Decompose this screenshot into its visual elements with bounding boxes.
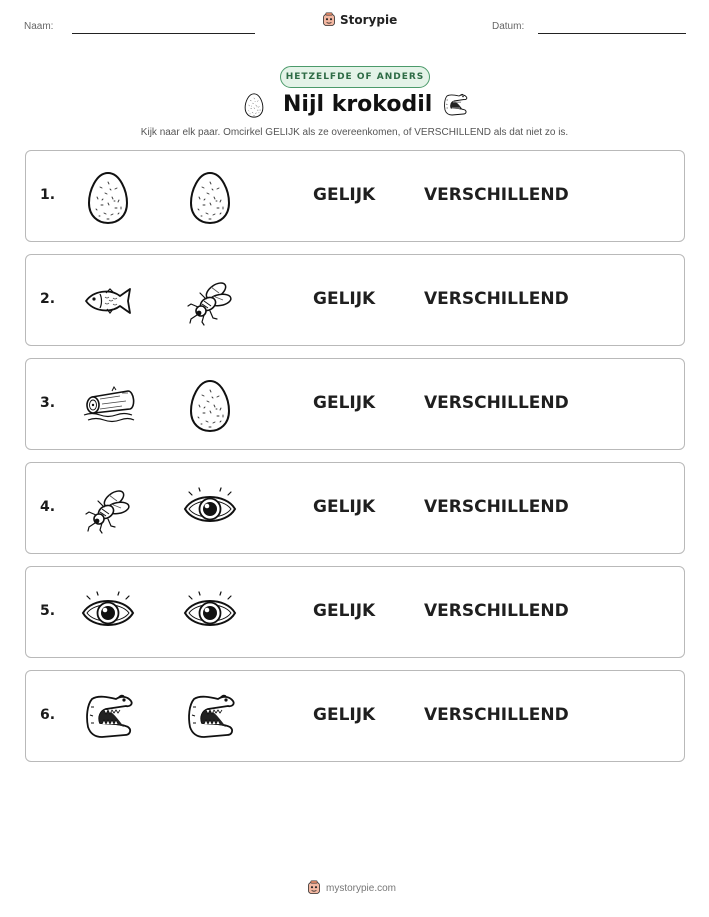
activity-badge: HETZELFDE OF ANDERS — [280, 66, 430, 88]
eye-icon — [180, 583, 240, 643]
same-option[interactable]: GELIJK — [313, 393, 376, 413]
pair-row-2 — [25, 254, 685, 346]
footer — [306, 880, 396, 896]
pair-row-4 — [25, 462, 685, 554]
log-icon — [78, 375, 138, 435]
egg-icon — [78, 167, 138, 227]
different-option[interactable]: VERSCHILLEND — [424, 705, 569, 725]
date-label: Datum: — [492, 21, 525, 32]
different-option[interactable]: VERSCHILLEND — [424, 497, 569, 517]
same-option[interactable]: GELIJK — [313, 705, 376, 725]
row-number: 5. — [40, 603, 56, 619]
crocodile-icon — [440, 90, 470, 120]
egg-icon — [240, 90, 268, 120]
brand-logo — [321, 12, 397, 28]
name-field-line[interactable] — [72, 33, 255, 34]
row-number: 3. — [40, 395, 56, 411]
date-field-line[interactable] — [538, 33, 686, 34]
name-label: Naam: — [24, 21, 54, 32]
row-number: 6. — [40, 707, 56, 723]
row-number: 2. — [40, 291, 56, 307]
storypie-mascot-icon — [306, 880, 322, 896]
pair-row-3 — [25, 358, 685, 450]
different-option[interactable]: VERSCHILLEND — [424, 289, 569, 309]
title-row — [0, 90, 709, 124]
pair-row-1 — [25, 150, 685, 242]
different-option[interactable]: VERSCHILLEND — [424, 601, 569, 621]
same-option[interactable]: GELIJK — [313, 601, 376, 621]
eye-icon — [180, 479, 240, 539]
different-option[interactable]: VERSCHILLEND — [424, 185, 569, 205]
egg-icon — [180, 167, 240, 227]
fly-icon — [180, 271, 240, 331]
crocodile-icon — [180, 687, 240, 747]
crocodile-icon — [78, 687, 138, 747]
storypie-mascot-icon — [321, 12, 337, 28]
footer-url[interactable]: mystorypie.com — [326, 882, 397, 894]
egg-icon — [180, 375, 240, 435]
same-option[interactable]: GELIJK — [313, 497, 376, 517]
row-number: 4. — [40, 499, 56, 515]
worksheet-header — [0, 0, 709, 50]
row-number: 1. — [40, 187, 56, 203]
pair-row-6 — [25, 670, 685, 762]
same-option[interactable]: GELIJK — [313, 185, 376, 205]
pair-row-5 — [25, 566, 685, 658]
same-option[interactable]: GELIJK — [313, 289, 376, 309]
eye-icon — [78, 583, 138, 643]
fly-icon — [78, 479, 138, 539]
different-option[interactable]: VERSCHILLEND — [424, 393, 569, 413]
brand-name: Storypie — [340, 13, 398, 27]
fish-icon — [78, 271, 138, 331]
page-title: Nijl krokodil — [283, 92, 433, 117]
instructions: Kijk naar elk paar. Omcirkel GELIJK als ze overeenkomen, of VERSCHILLEND als dat niet zo is. — [140, 127, 569, 138]
